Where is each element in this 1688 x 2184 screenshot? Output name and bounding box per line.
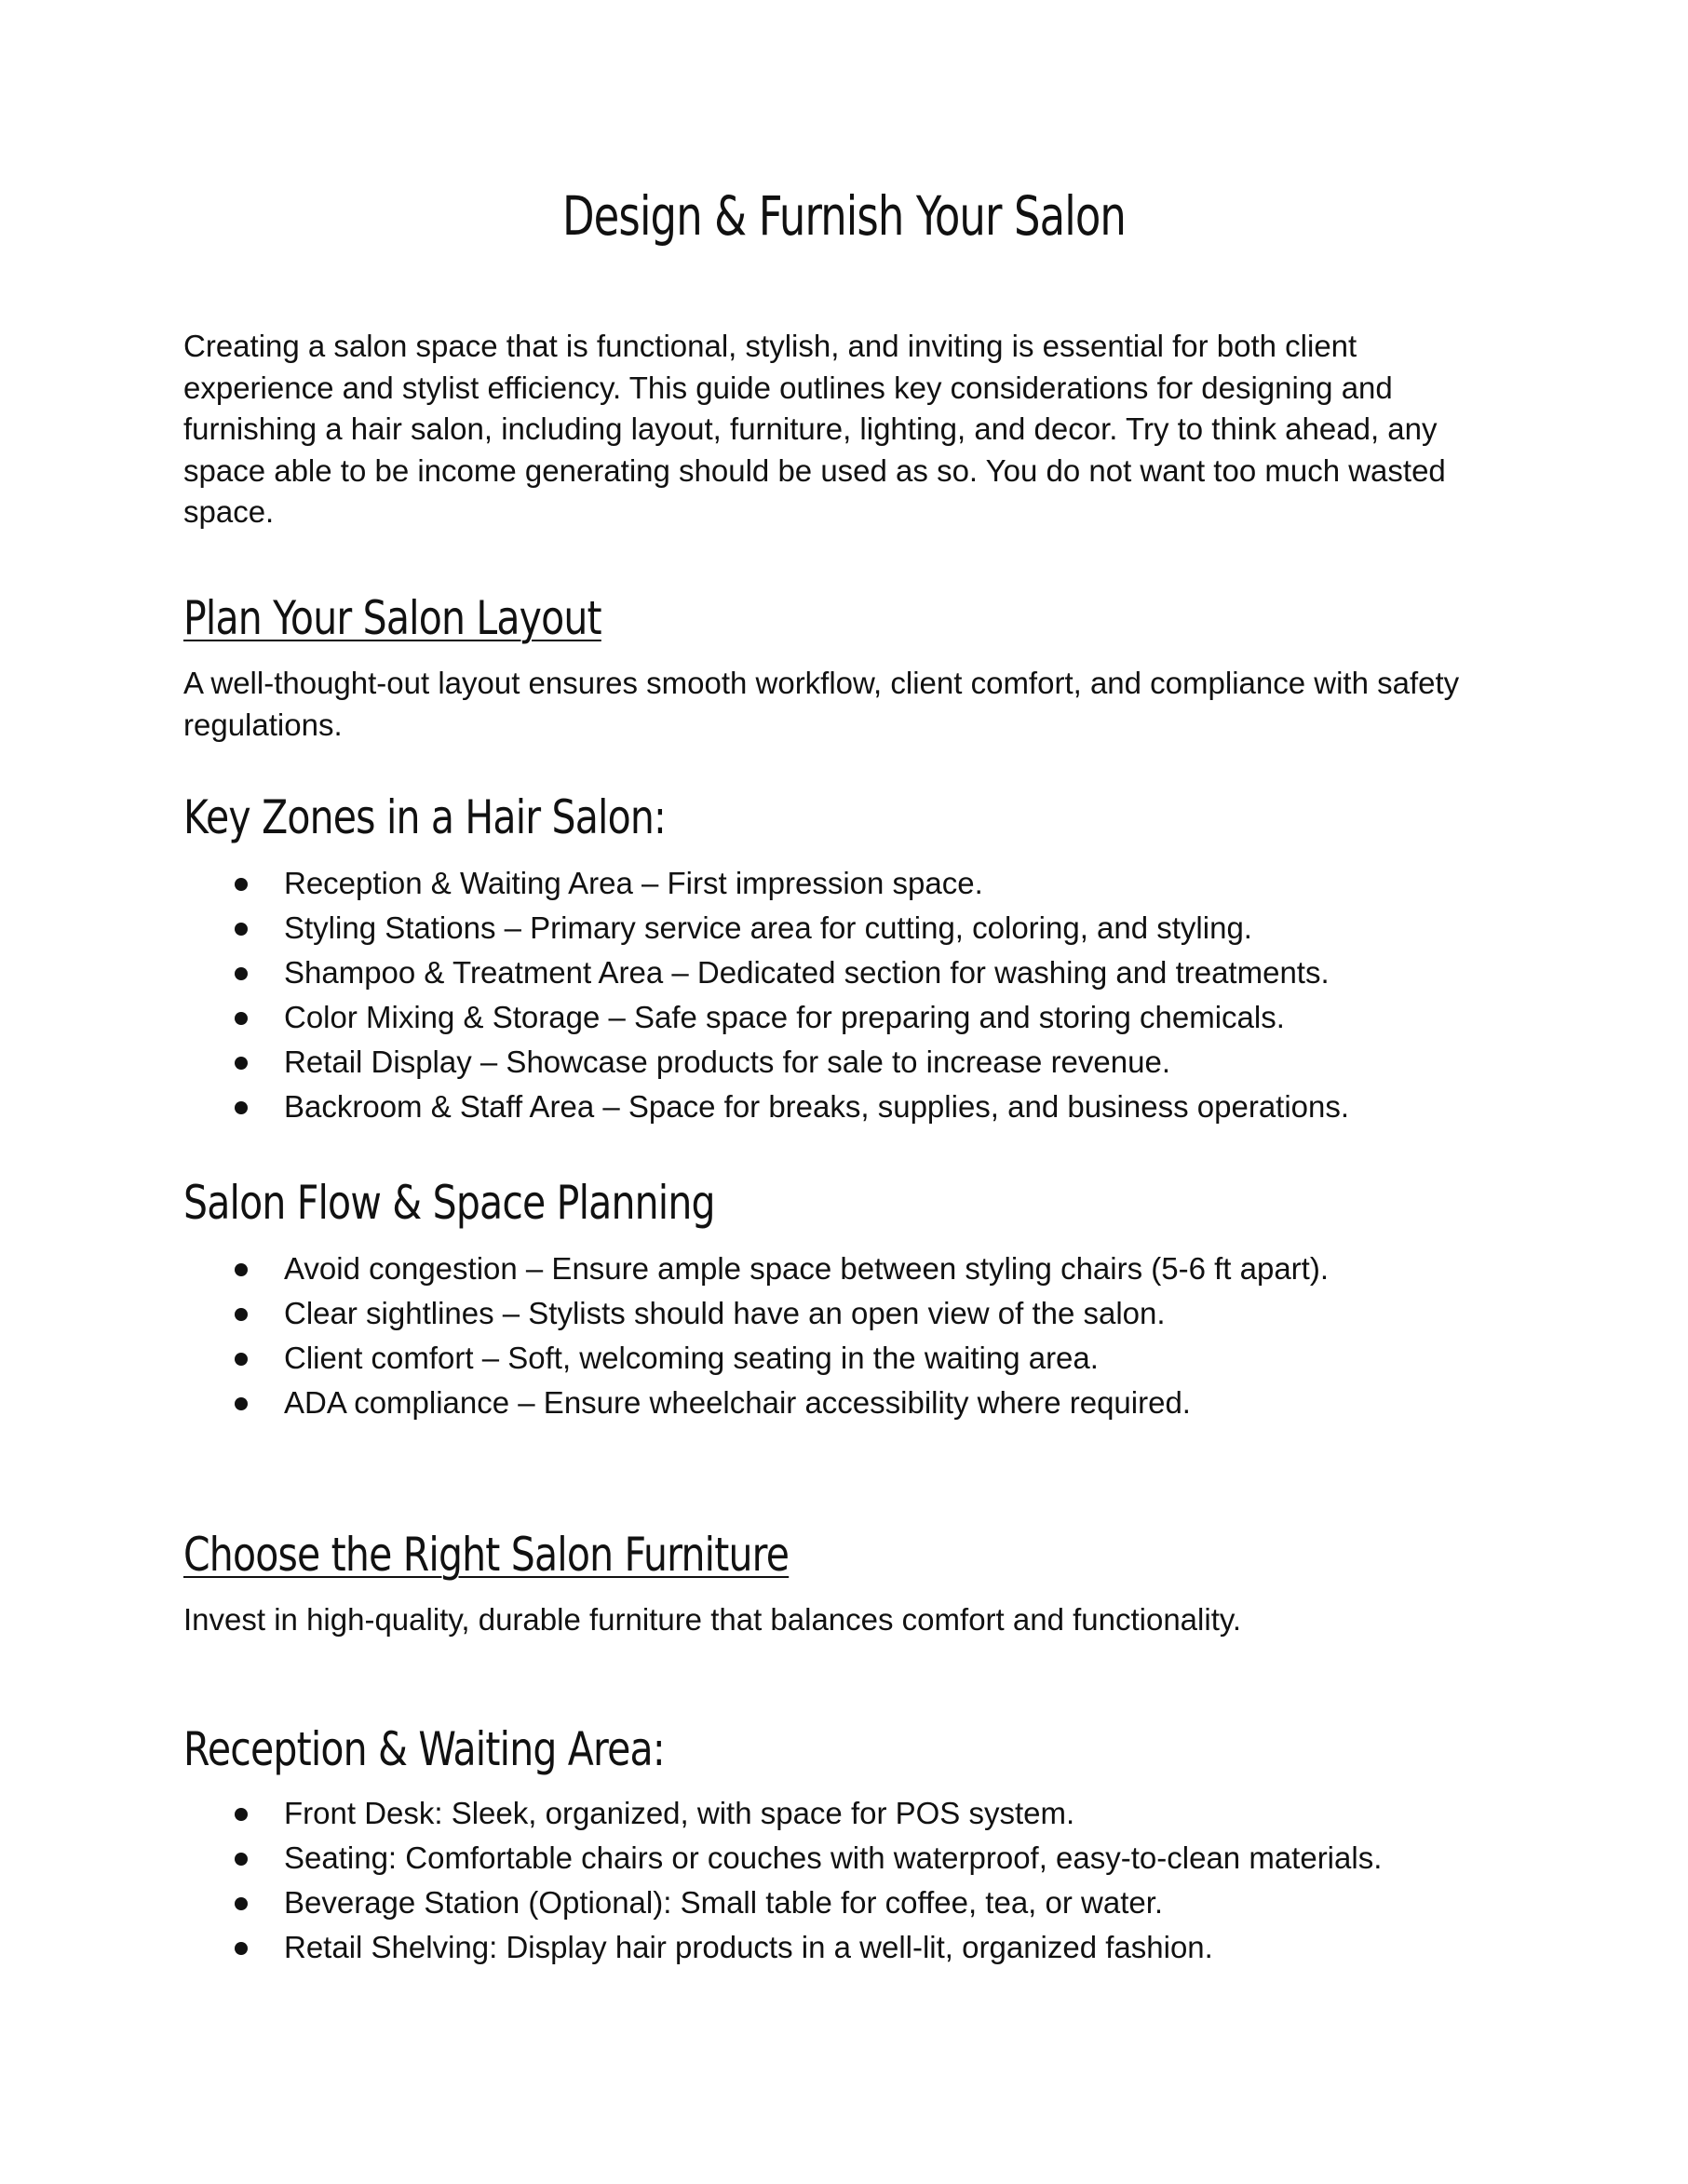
bullet-icon: [235, 878, 248, 891]
bullet-icon: [235, 1308, 248, 1321]
list-item: Color Mixing & Storage – Safe space for preparing and storing chemicals.: [183, 995, 1506, 1040]
list-item: Retail Display – Showcase products for sale to increase revenue.: [183, 1040, 1506, 1085]
bullet-icon: [235, 1101, 248, 1114]
bullet-icon: [235, 1057, 248, 1070]
layout-description: A well-thought-out layout ensures smooth workflow, client comfort, and compliance with safety regulations.: [183, 666, 1460, 742]
list-item: Client comfort – Soft, welcoming seating in the waiting area.: [183, 1336, 1506, 1381]
bullet-icon: [235, 967, 248, 980]
bullet-icon: [235, 1808, 248, 1821]
bullet-icon: [235, 1353, 248, 1366]
bullet-icon: [235, 1263, 248, 1276]
page-title: Design & Furnish Your Salon: [561, 184, 1127, 248]
list-item: Clear sightlines – Stylists should have an open view of the salon.: [183, 1291, 1506, 1336]
list-item: Reception & Waiting Area – First impression space.: [183, 861, 1506, 906]
intro-paragraph: Creating a salon space that is functional, stylish, and inviting is essential for both client experience and stylist efficiency. This guide outlines key considerations for designing and furnishing a hair salon, including layout, furniture, lighting, and decor. Try to think ahead, any space able to be income generating should be used as so. You do not want too much wasted space.: [183, 329, 1446, 529]
list-item: Seating: Comfortable chairs or couches with waterproof, easy-to-clean materials.: [183, 1836, 1506, 1881]
list-item: Retail Shelving: Display hair products in a well-lit, organized fashion.: [183, 1925, 1506, 1970]
list-item: Shampoo & Treatment Area – Dedicated section for washing and treatments.: [183, 950, 1506, 995]
subheading-key-zones: Key Zones in a Hair Salon:: [183, 790, 667, 844]
section-heading-furniture: Choose the Right Salon Furniture: [183, 1528, 790, 1582]
furniture-description: Invest in high-quality, durable furniture that balances comfort and functionality.: [183, 1602, 1242, 1637]
bullet-icon: [235, 1012, 248, 1025]
list-item: ADA compliance – Ensure wheelchair accessibility where required.: [183, 1381, 1506, 1425]
subheading-flow: Salon Flow & Space Planning: [183, 1176, 715, 1230]
key-zones-list: [183, 861, 1506, 1129]
list-item: Beverage Station (Optional): Small table for coffee, tea, or water.: [183, 1881, 1506, 1925]
bullet-icon: [235, 1897, 248, 1910]
section-heading-layout: Plan Your Salon Layout: [183, 591, 601, 645]
bullet-icon: [235, 1942, 248, 1955]
bullet-icon: [235, 1853, 248, 1866]
bullet-icon: [235, 1397, 248, 1410]
list-item: Backroom & Staff Area – Space for breaks, supplies, and business operations.: [183, 1085, 1506, 1129]
bullet-icon: [235, 923, 248, 936]
flow-list: [183, 1247, 1506, 1425]
list-item: Front Desk: Sleek, organized, with space for POS system.: [183, 1791, 1506, 1836]
subheading-reception: Reception & Waiting Area:: [183, 1722, 665, 1776]
list-item: Styling Stations – Primary service area for cutting, coloring, and styling.: [183, 906, 1506, 950]
reception-list: [183, 1791, 1506, 1970]
list-item: Avoid congestion – Ensure ample space between styling chairs (5-6 ft apart).: [183, 1247, 1506, 1291]
